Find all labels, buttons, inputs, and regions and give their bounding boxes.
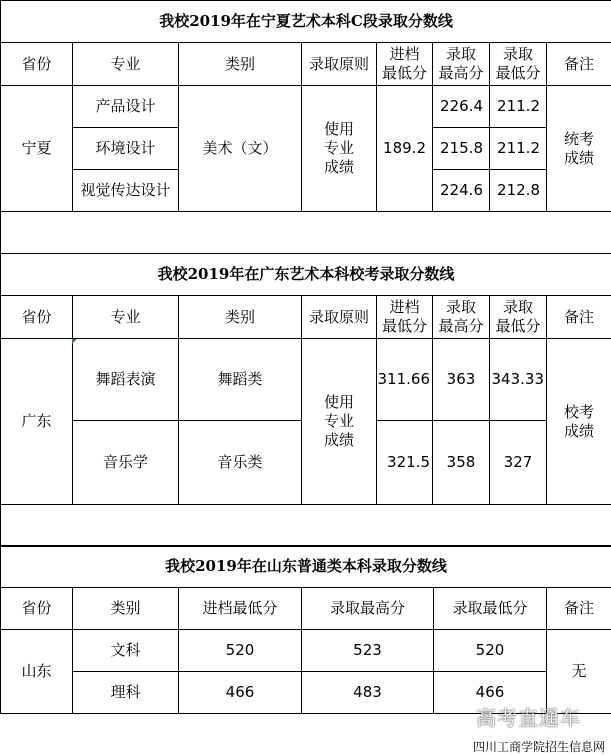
min-score-cell: 211.2: [490, 86, 547, 128]
header-note: 备注: [547, 588, 611, 630]
header-min: 录取 最低分: [490, 43, 547, 86]
max-score-cell: 523: [302, 630, 434, 672]
ningxia-table-title: 我校2019年在宁夏艺术本科C段录取分数线: [1, 1, 611, 43]
header-principle: 录取原则: [302, 296, 377, 339]
header-note: 备注: [547, 296, 611, 339]
category-cell: 音乐类: [179, 421, 302, 505]
header-entry-min: 进档 最低分: [377, 43, 433, 86]
entry-min-cell: 520: [179, 630, 302, 672]
ningxia-score-table: [0, 0, 611, 254]
header-max: 录取 最高分: [433, 296, 490, 339]
max-score-cell: 483: [302, 672, 434, 714]
max-score-cell: 363: [433, 339, 490, 421]
header-max: 录取最高分: [302, 588, 434, 630]
header-entry-min: 进档 最低分: [377, 296, 433, 339]
major-cell: 舞蹈表演: [73, 339, 179, 421]
category-cell: 美术（文）: [179, 86, 302, 212]
cell-comment-marker: [72, 339, 77, 344]
min-score-cell: 466: [434, 672, 547, 714]
principle-cell: 使用 专业 成绩: [302, 339, 377, 505]
guangdong-score-table: [0, 253, 611, 547]
header-category: 类别: [179, 43, 302, 86]
header-province: 省份: [1, 588, 73, 630]
entry-min-cell: 466: [179, 672, 302, 714]
spacer-row: [1, 505, 611, 547]
shandong-table-title: 我校2019年在山东普通类本科录取分数线: [1, 546, 611, 588]
category-cell: 文科: [73, 630, 179, 672]
entry-min-cell: 321.5: [377, 421, 433, 505]
province-cell: 宁夏: [1, 86, 73, 212]
header-major: 专业: [73, 296, 179, 339]
header-province: 省份: [1, 43, 73, 86]
source-caption: 四川工商学院招生信息网: [472, 740, 605, 754]
watermark-text: 高考直通车: [476, 706, 581, 730]
province-cell: 山东: [1, 630, 73, 714]
category-cell: 舞蹈类: [179, 339, 302, 421]
major-cell: 产品设计: [73, 86, 179, 128]
major-cell: 环境设计: [73, 128, 179, 170]
header-max: 录取 最高分: [433, 43, 490, 86]
guangdong-table-title: 我校2019年在广东艺术本科校考录取分数线: [1, 254, 611, 296]
max-score-cell: 224.6: [433, 170, 490, 212]
spacer-row: [1, 212, 611, 254]
category-cell: 理科: [73, 672, 179, 714]
shandong-score-table: [0, 545, 611, 714]
entry-min-cell: 189.2: [377, 86, 433, 212]
min-score-cell: 343.33: [490, 339, 547, 421]
header-min: 录取最低分: [434, 588, 547, 630]
header-major: 专业: [73, 43, 179, 86]
header-province: 省份: [1, 296, 73, 339]
entry-min-cell: 311.66: [377, 339, 433, 421]
note-cell: 无: [547, 630, 611, 714]
min-score-cell: 520: [434, 630, 547, 672]
note-cell: 校考 成绩: [547, 339, 611, 505]
header-category: 类别: [179, 296, 302, 339]
header-note: 备注: [547, 43, 611, 86]
header-category: 类别: [73, 588, 179, 630]
major-cell: 视觉传达设计: [73, 170, 179, 212]
header-min: 录取 最低分: [490, 296, 547, 339]
note-cell: 统考 成绩: [547, 86, 611, 212]
max-score-cell: 358: [433, 421, 490, 505]
header-principle: 录取原则: [302, 43, 377, 86]
min-score-cell: 211.2: [490, 128, 547, 170]
major-cell: 音乐学: [73, 421, 179, 505]
province-cell: 广东: [1, 339, 73, 505]
min-score-cell: 212.8: [490, 170, 547, 212]
principle-cell: 使用 专业 成绩: [302, 86, 377, 212]
header-entry-min: 进档最低分: [179, 588, 302, 630]
min-score-cell: 327: [490, 421, 547, 505]
max-score-cell: 215.8: [433, 128, 490, 170]
max-score-cell: 226.4: [433, 86, 490, 128]
